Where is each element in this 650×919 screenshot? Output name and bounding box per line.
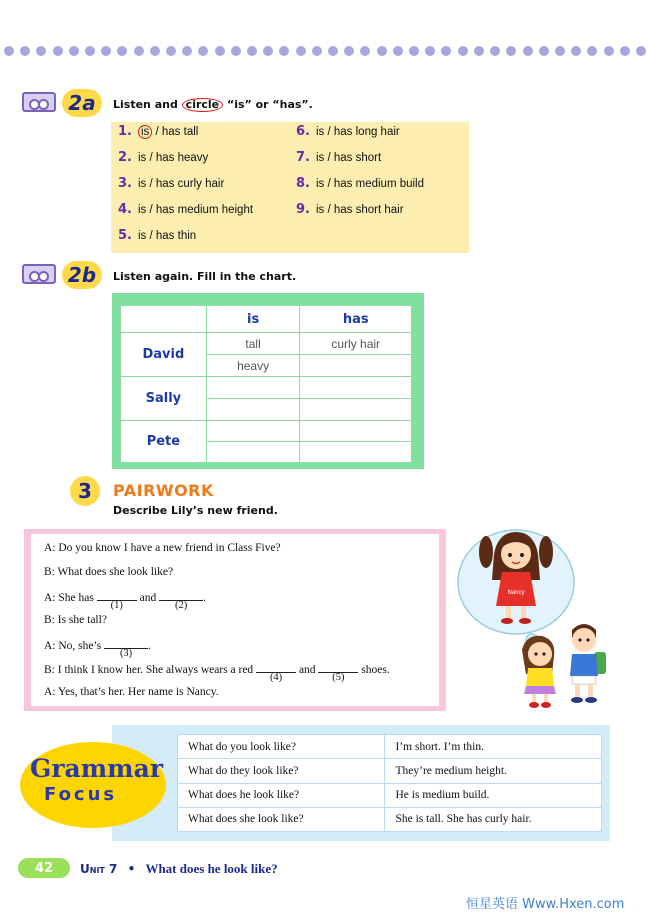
chart-cell[interactable]: curly hair [300, 333, 412, 355]
dotted-border [4, 46, 646, 58]
watermark: 恒星英语 Www.Hxen.com [466, 897, 625, 912]
children-illustration [446, 524, 616, 710]
list-item[interactable]: 8. is / has medium build [296, 176, 425, 191]
grammar-question: What do you look like? [178, 735, 385, 759]
row-name-david: David [121, 333, 207, 377]
list-item[interactable]: 4. is / has medium height [118, 202, 254, 217]
section-3-badge: 3 [70, 476, 100, 506]
chart-corner-cell [121, 306, 207, 333]
chart-cell[interactable] [300, 377, 412, 399]
row-name-sally: Sally [121, 377, 207, 421]
chart-cell[interactable]: heavy [206, 355, 300, 377]
unit-footer [80, 861, 278, 877]
blank-1[interactable]: (1) [97, 590, 137, 601]
dialog-line: B: What does she look like? [44, 566, 174, 578]
section-3-instruction: Describe Lily’s new friend. [113, 504, 278, 517]
list-item[interactable]: 6. is / has long hair [296, 124, 400, 139]
row-name-pete: Pete [121, 421, 207, 463]
blank-5[interactable]: (5) [318, 662, 358, 673]
grammar-focus-title: Grammar [30, 754, 163, 783]
unit-title: What does he look like? [145, 861, 278, 876]
list-item[interactable]: 2. is / has heavy [118, 150, 209, 165]
grammar-answer: He is medium build. [385, 783, 602, 807]
chart-cell[interactable] [206, 421, 300, 442]
dialog-line: B: Is she tall? [44, 614, 107, 626]
unit-bullet: • [127, 862, 136, 876]
dialog-line: B: I think I know her. She always wears a red (4) and (5) shoes. [44, 664, 390, 683]
column-header-is: is [206, 306, 300, 333]
column-header-has: has [300, 306, 412, 333]
chart-cell[interactable]: tall [206, 333, 300, 355]
list-item[interactable]: 7. is / has short [296, 150, 382, 165]
grammar-answer: She is tall. She has curly hair. [385, 807, 602, 831]
chart-cell[interactable] [300, 355, 412, 377]
list-item[interactable]: 1. is / has tall [118, 124, 199, 139]
section-2b-instruction: Listen again. Fill in the chart. [113, 270, 297, 283]
chart-cell[interactable] [300, 442, 412, 463]
fill-in-chart [120, 305, 412, 463]
pairwork-title: PAIRWORK [113, 481, 214, 500]
chart-cell[interactable] [300, 421, 412, 442]
dialog-line: A: Yes, that’s her. Her name is Nancy. [44, 686, 219, 698]
chart-cell[interactable] [206, 399, 300, 421]
grammar-question: What does she look like? [178, 807, 385, 831]
chart-cell[interactable] [206, 377, 300, 399]
cassette-icon [22, 264, 56, 284]
section-2b-badge: 2b [62, 261, 102, 289]
dialog-line: A: She has (1) and (2) . [44, 592, 206, 611]
list-item[interactable]: 5. is / has thin [118, 228, 197, 243]
grammar-focus-subtitle: Focus [44, 784, 118, 805]
dialog-line: A: Do you know I have a new friend in Class Five? [44, 542, 281, 554]
chart-cell[interactable] [300, 399, 412, 421]
section-2a-instruction: Listen and circle “is” or “has”. [113, 98, 313, 111]
grammar-answer: I’m short. I’m thin. [385, 735, 602, 759]
dialog-line: A: No, she’s (3) . [44, 640, 151, 659]
cassette-icon [22, 92, 56, 112]
blank-3[interactable]: (3) [104, 638, 148, 649]
chart-cell[interactable] [206, 442, 300, 463]
blank-4[interactable]: (4) [256, 662, 296, 673]
section-2a-badge: 2a [62, 89, 102, 117]
list-item[interactable]: 3. is / has curly hair [118, 176, 225, 191]
unit-label: Unit 7 [80, 862, 118, 876]
list-item[interactable]: 9. is / has short hair [296, 202, 404, 217]
blank-2[interactable]: (2) [159, 590, 203, 601]
grammar-focus-table [177, 734, 602, 832]
grammar-question: What does he look like? [178, 783, 385, 807]
grammar-question: What do they look like? [178, 759, 385, 783]
shirt-text: Nancy [507, 590, 525, 596]
page-number: 42 [18, 858, 70, 878]
grammar-answer: They’re medium height. [385, 759, 602, 783]
